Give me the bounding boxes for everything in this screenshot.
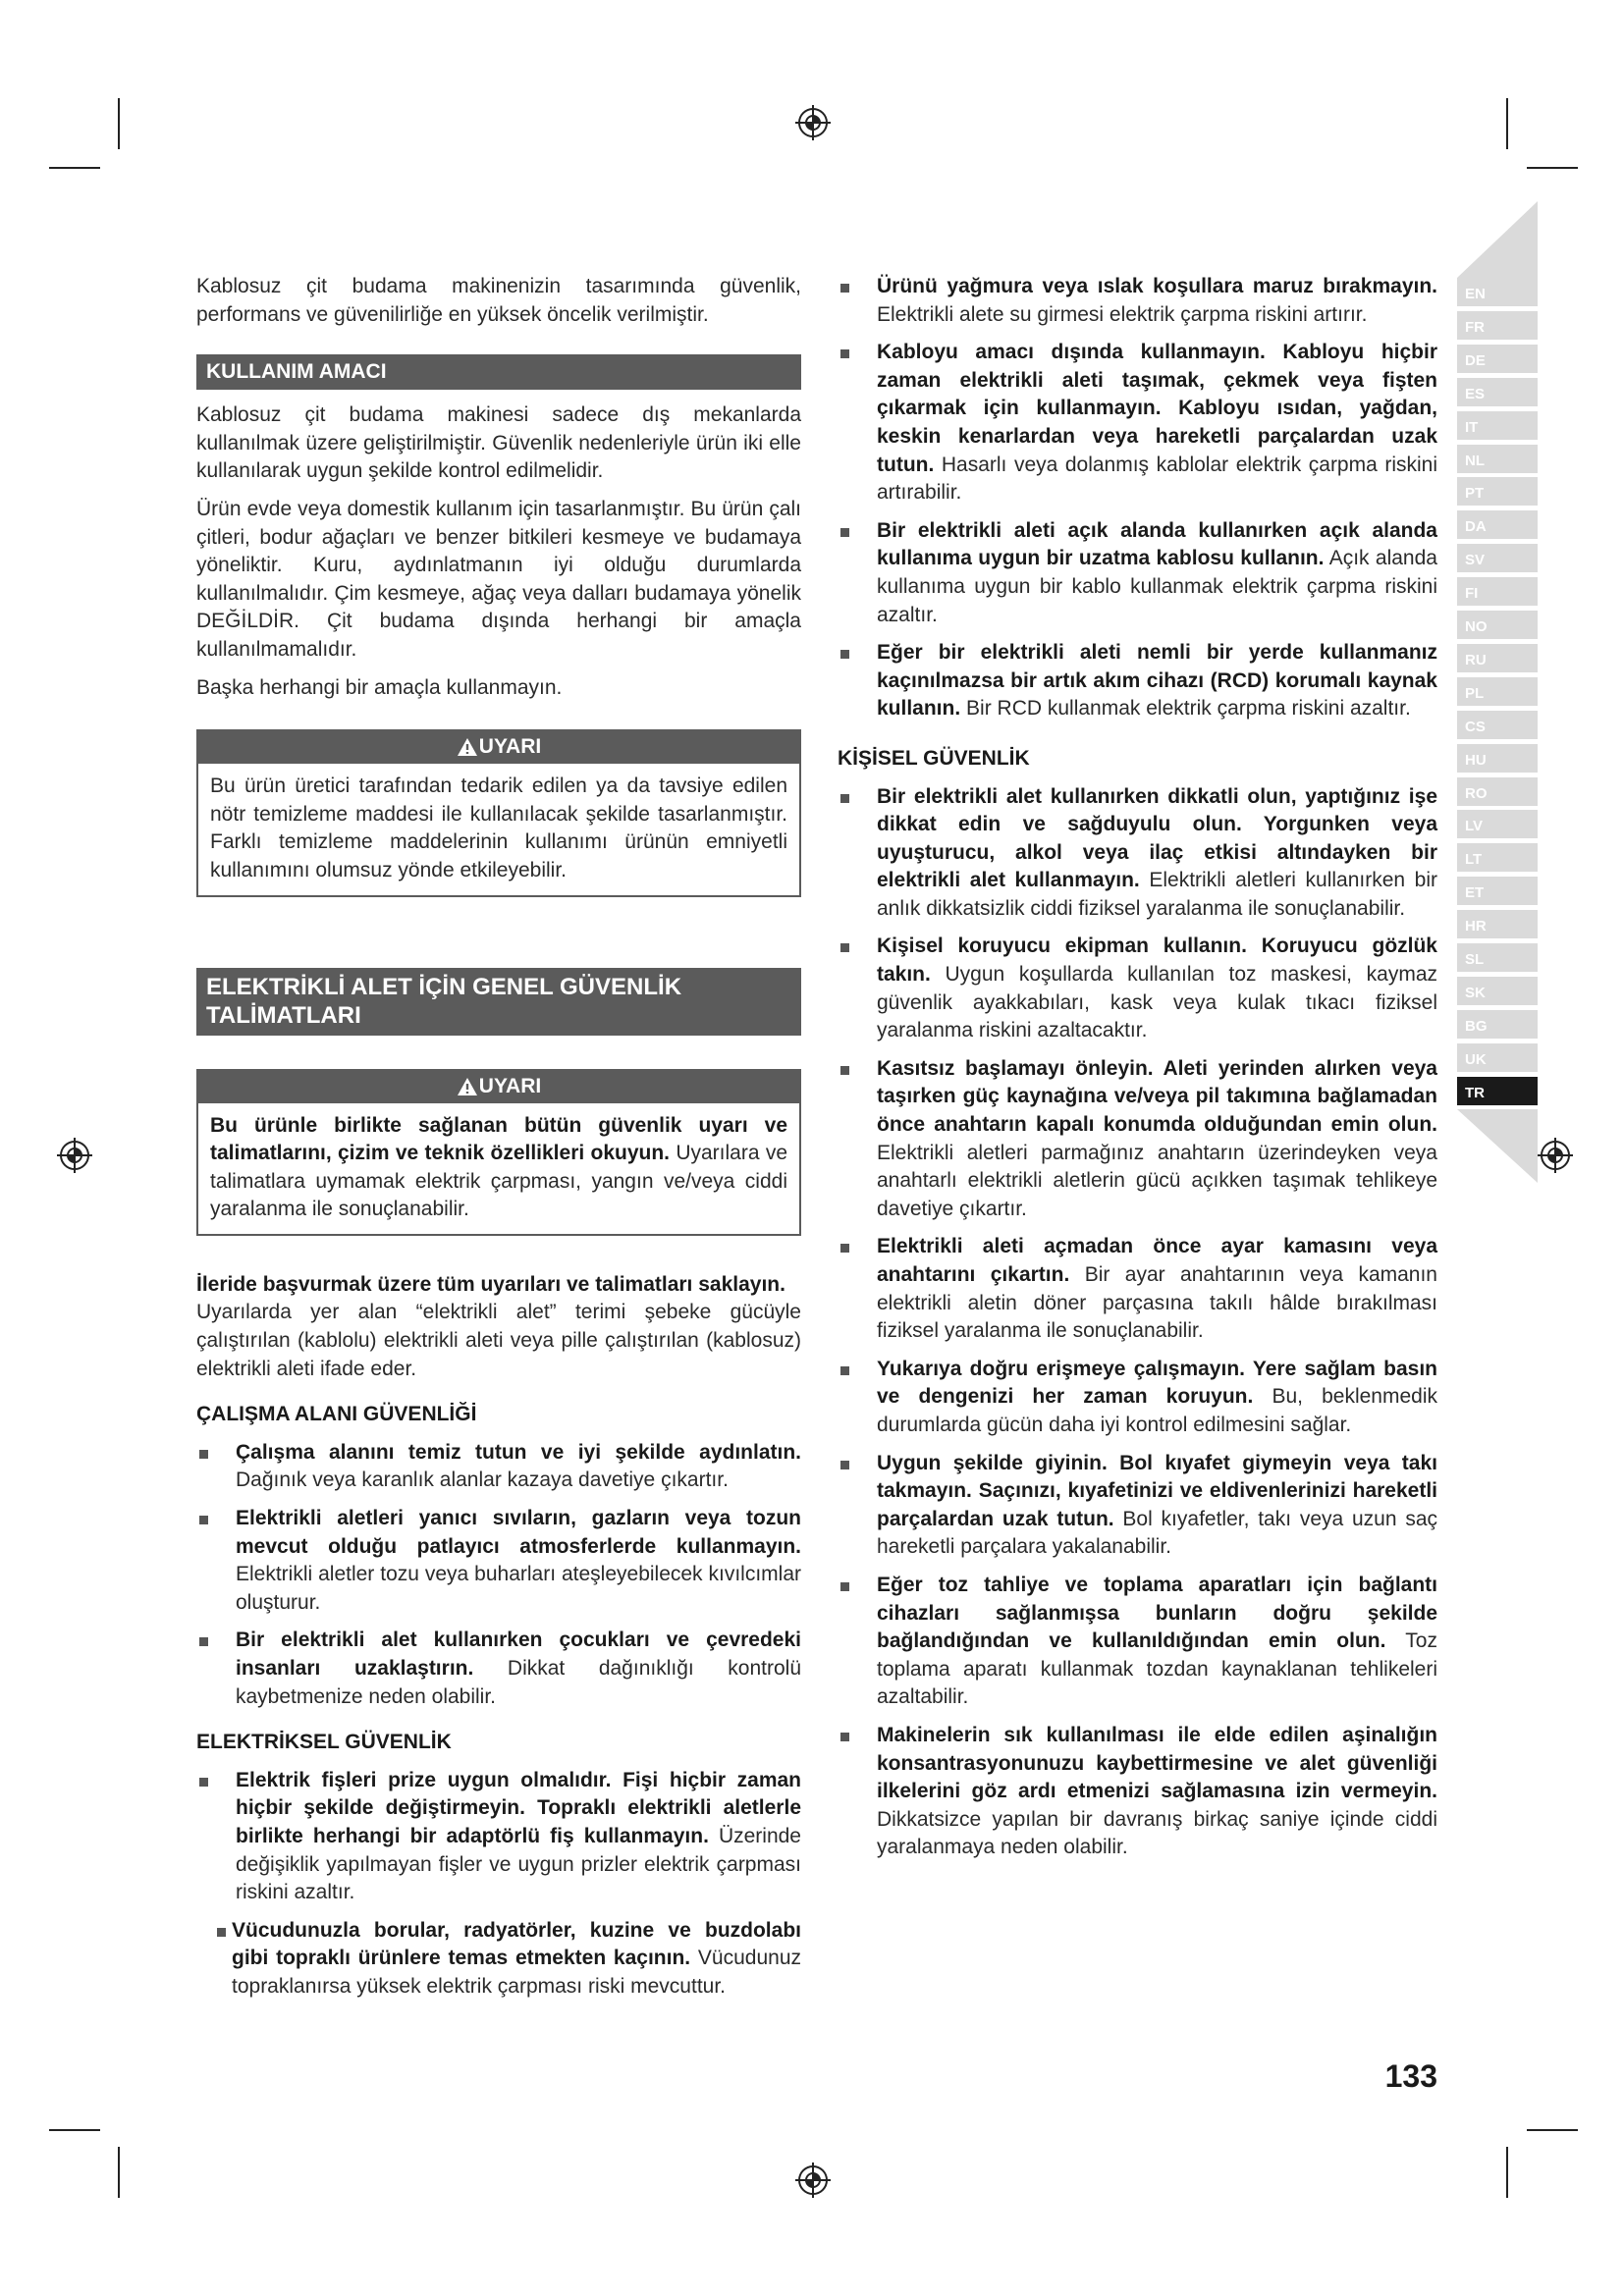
list-item: Bir elektrikli alet kullanırken dikkatli olun, yaptığınız işe dikkat edin ve sağduyulu olun. Yorgunken veya uyuşturucu, alkol veya ilaç etkisi altındayken bir elektrikli alet kullanmayın. Elektrikli aletleri kullanırken bir anlık dikkatsizlik ciddi fiziksel yaralanma ile sonuçlanabilir. [838,783,1437,924]
personal-safety-heading: KİŞİSEL GÜVENLİK [838,746,1030,770]
electrical-safety-heading: ELEKTRİKSEL GÜVENLİK [196,1731,452,1754]
tab-fr[interactable]: FR [1457,311,1538,342]
warning-text: Uyarılara ve talimatlara uymamak elektrik çarpması, yangın ve/veya ciddi yaralanma ile sonuçlanabilir. [210,1142,787,1221]
warning-box [196,1069,801,1236]
list-item: Yukarıya doğru erişmeye çalışmayın. Yere sağlam basın ve dengenizi her zaman koruyun. Bu, beklenmedik durumlarda gücün daha iyi kontrol edilmesini sağlar. [838,1356,1437,1440]
tab-no[interactable]: NO [1457,611,1538,641]
personal-safety-list [838,783,1437,1862]
tab-es[interactable]: ES [1457,378,1538,408]
tab-ro[interactable]: RO [1457,777,1538,808]
intro-text: Kablosuz çit budama makinenizin tasarımında güvenlik, performans ve güvenilirliğe en yüksek öncelik verilmiştir. [196,275,801,326]
crop-mark [118,2147,120,2198]
tab-lt[interactable]: LT [1457,843,1538,874]
intended-use-paragraph: Başka herhangi bir amaçla kullanmayın. [196,675,563,699]
page-number: 133 [1384,2058,1437,2094]
tab-nl[interactable]: NL [1457,445,1538,475]
tab-en[interactable]: EN [1457,278,1538,308]
crop-mark [1506,98,1508,149]
tab-bottom-triangle [1457,1109,1538,1183]
list-item: Eğer toz tahliye ve toplama aparatları için bağlantı cihazları sağlanmışsa bunların doğru şekilde bağlandığından ve kullanıldığından emin olun. Toz toplama aparatı kullanmak tozdan kaynaklanan tehlikeleri azaltabilir. [838,1572,1437,1712]
tab-sk[interactable]: SK [1457,977,1538,1007]
tab-top-triangle [1457,201,1538,278]
work-area-heading: ÇALIŞMA ALANI GÜVENLİĞİ [196,1403,477,1426]
tab-sl[interactable]: SL [1457,943,1538,974]
list-item: Elektrikli aleti açmadan önce ayar kamasını veya anahtarını çıkartın. Bir ayar anahtarının veya kamanın elektrikli aletin döner parçasına takılı hâlde bırakılması fiziksel yaralanma ile sonuçlanabilir. [838,1233,1437,1345]
registration-mark-icon [1534,1134,1577,1177]
tab-pt[interactable]: PT [1457,477,1538,507]
list-item: Makinelerin sık kullanılması ile elde edilen aşinalığın konsantrasyonunuzu kaybettirmesine ve alet güvenliği ilkelerini göz ardı etmenizi sağlamasına izin vermeyin. Dikkatsizce yapılan bir davranış birkaç saniye içinde ciddi yaralanmaya neden olabilir. [838,1722,1437,1862]
crop-mark [118,98,120,149]
electrical-safety-list [196,1767,801,1907]
list-item: Elektrikli aletleri yanıcı sıvıların, gazların veya tozun mevcut olduğu patlayıcı atmosferlerde kullanmayın. Elektrikli aletler tozu veya buharları ateşleyebilecek kıvılcımlar oluşturur. [196,1505,801,1617]
tab-de[interactable]: DE [1457,345,1538,375]
list-item: Ürünü yağmura veya ıslak koşullara maruz bırakmayın. Elektrikli alete su girmesi elektrik çarpma riskini artırır. [838,273,1437,329]
list-item: Eğer bir elektrikli aleti nemli bir yerde kullanmanız kaçınılmazsa bir artık akım cihazı (RCD) korumalı kaynak kullanın. Bir RCD kullanmak elektrik çarpma riskini azaltır. [838,639,1437,723]
warning-title: UYARI [478,735,542,759]
crop-mark [1527,2129,1578,2131]
language-tabs [1457,201,1538,1183]
work-area-list [196,1439,801,1711]
warning-triangle-icon [457,1077,478,1096]
list-item: Uygun şekilde giyinin. Bol kıyafet giymeyin veya takı takmayın. Saçınızı, kıyafetinizi ve eldivenlerinizi hareketli parçalardan uzak tutun. Bol kıyafetler, takı veya uzun saç hareketli parçalara yakalanabilir. [838,1450,1437,1562]
registration-mark-icon [791,2159,835,2202]
list-item: Vücudunuzla borular, radyatörler, kuzine ve buzdolabı gibi topraklı ürünlere temas etmekten kaçının. Vücudunuz topraklanırsa yüksek elektrik çarpması riski mevcuttur. [196,1917,801,2002]
tab-et[interactable]: ET [1457,877,1538,907]
general-safety-heading: ELEKTRİKLİ ALET İÇİN GENEL GÜVENLİK TALİMATLARI [196,968,801,1036]
electrical-safety-list [196,1917,801,2002]
right-column [838,273,1437,1872]
save-instructions-text: Uyarılarda yer alan “elektrikli alet” terimi şebeke gücüyle çalıştırılan (kablolu) elektrikli aleti veya pille çalıştırılan (kablosuz) elektrikli aleti ifade eder. [196,1301,801,1380]
crop-mark [1527,167,1578,169]
left-column [196,273,801,2011]
crop-mark [49,167,100,169]
warning-body: Bu ürün üretici tarafından tedarik edilen ya da tavsiye edilen nötr temizleme maddesi ile kullanılacak şekilde tasarlanmıştır. Farklı temizleme maddelerinin kullanımı ürünün emniyetli kullanımını olumsuz yönde etkileyebilir. [210,774,787,881]
tab-da[interactable]: DA [1457,510,1538,541]
crop-mark [1506,2147,1508,2198]
tab-ru[interactable]: RU [1457,644,1538,674]
list-item: Bir elektrikli alet kullanırken çocukları ve çevredeki insanları uzaklaştırın. Dikkat dağınıklığı kontrolü kaybetmenize neden olabilir. [196,1627,801,1711]
warning-bold-text: Bu ürünle birlikte sağlanan bütün güvenlik uyarı ve talimatlarını, çizim ve teknik özellikleri okuyun. [210,1113,787,1165]
tab-hu[interactable]: HU [1457,744,1538,774]
warning-header [198,731,799,764]
intended-use-paragraph: Ürün evde veya domestik kullanım için tasarlanmıştır. Bu ürün çalı çitleri, bodur ağaçları ve benzer bitkileri kesmeye ve budamaya yöneliktir. Kuru, aydınlatmanın iyi olduğu durumlarda kullanılmalıdır. Çim kesmeye, ağaç veya dalları budamaya yönelik DEĞİLDİR. Çit budama dışında herhangi bir amaçla kullanılmamalıdır. [196,497,801,661]
warning-triangle-icon [457,737,478,757]
tab-tr[interactable]: TR [1457,1077,1538,1107]
list-item: Kişisel koruyucu ekipman kullanın. Koruyucu gözlük takın. Uygun koşullarda kullanılan toz maskesi, kaymaz güvenlik ayakkabıları, kask veya kulak tıkacı fiziksel yaralanma riskini azaltacaktır. [838,933,1437,1044]
tab-sv[interactable]: SV [1457,544,1538,574]
list-item: Kabloyu amacı dışında kullanmayın. Kabloyu hiçbir zaman elektrikli aleti taşımak, çekmek veya fişten çıkarmak için kullanmayın. Kabloyu ısıdan, yağdan, keskin kenarlardan veya hareketli parçalardan uzak tutun. Hasarlı veya dolanmış kablolar elektrik çarpma riskini artırabilir. [838,339,1437,507]
intended-use-heading: KULLANIM AMACI [196,354,801,390]
electrical-safety-list-continued [838,273,1437,723]
tab-pl[interactable]: PL [1457,677,1538,708]
tab-cs[interactable]: CS [1457,711,1538,741]
warning-box [196,729,801,896]
list-item: Elektrik fişleri prize uygun olmalıdır. Fişi hiçbir zaman hiçbir şekilde değiştirmeyin. Topraklı elektrikli aletlerle birlikte herhangi bir adaptörlü fiş kullanmayın. Üzerinde değişiklik yapılmayan fişler ve uygun prizler elektrik çarpması riskini azaltır. [196,1767,801,1907]
tab-fi[interactable]: FI [1457,577,1538,608]
crop-mark [49,2129,100,2131]
intended-use-paragraph: Kablosuz çit budama makinesi sadece dış mekanlarda kullanılmak üzere geliştirilmiştir. Güvenlik nedenleriyle ürün iki elle kullanılarak uygun şekilde kontrol edilmelidir. [196,403,801,483]
warning-body [198,1103,799,1234]
list-item: Bir elektrikli aleti açık alanda kullanırken açık alanda kullanıma uygun bir uzatma kablosu kullanın. Açık alanda kullanıma uygun bir kablo kullanmak elektrik çarpma riskini azaltır. [838,517,1437,629]
registration-mark-icon [791,101,835,144]
list-item: Kasıtsız başlamayı önleyin. Aleti yerinden alırken veya taşırken güç kaynağına ve/veya pil takımına bağlamadan önce anahtarın kapalı konumda olduğundan emin olun. Elektrikli aletleri parmağınız anahtarın üzerindeyken veya anahtarlı elektrikli aletlerin gücü açıkken taşımak tehlikeye davetiye çıkartır. [838,1055,1437,1224]
tab-it[interactable]: IT [1457,411,1538,442]
tab-bg[interactable]: BG [1457,1010,1538,1041]
registration-mark-icon [53,1134,96,1177]
tab-uk[interactable]: UK [1457,1043,1538,1074]
save-instructions-bold: İleride başvurmak üzere tüm uyarıları ve talimatları saklayın. [196,1272,785,1296]
warning-title: UYARI [478,1074,542,1097]
tab-lv[interactable]: LV [1457,810,1538,840]
list-item: Çalışma alanını temiz tutun ve iyi şekilde aydınlatın. Dağınık veya karanlık alanlar kazaya davetiye çıkartır. [196,1439,801,1495]
tab-hr[interactable]: HR [1457,910,1538,940]
warning-header [198,1071,799,1103]
